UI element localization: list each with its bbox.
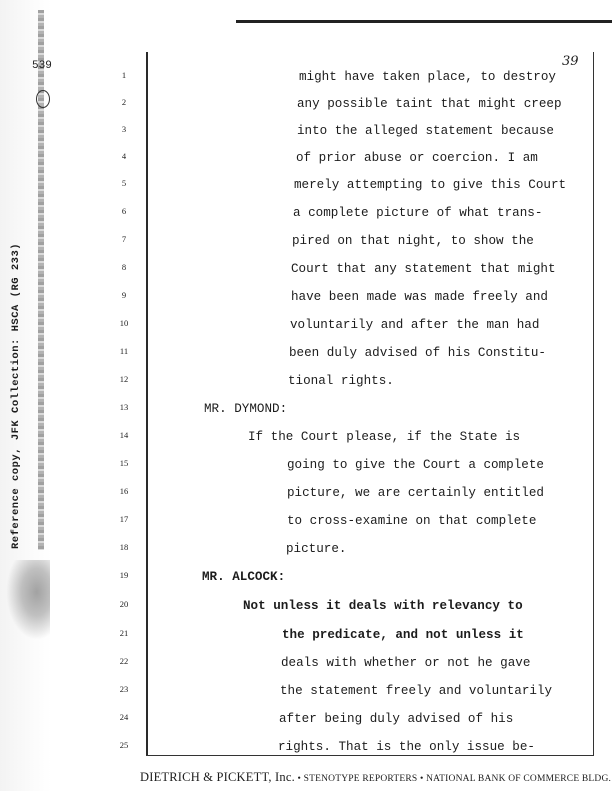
line-number: 8 xyxy=(121,262,127,272)
line-number: 11 xyxy=(119,346,129,356)
transcript-line: tional rights. xyxy=(288,374,394,388)
transcript-line: of prior abuse or coercion. I am xyxy=(296,151,538,165)
line-number: 19 xyxy=(119,570,129,580)
line-number: 6 xyxy=(121,206,127,216)
transcript-line: If the Court please, if the State is xyxy=(248,430,521,444)
line-number: 20 xyxy=(119,599,129,609)
footer-separator: • xyxy=(419,774,424,784)
speaker-label: MR. ALCOCK: xyxy=(202,570,286,584)
circle-mark xyxy=(36,90,50,108)
top-rule xyxy=(236,20,612,23)
line-number: 21 xyxy=(119,628,129,638)
line-number: 3 xyxy=(121,124,127,134)
transcript-line: a complete picture of what trans- xyxy=(293,206,543,220)
footer-building: NATIONAL BANK OF COMMERCE BLDG. xyxy=(426,774,612,784)
scan-edge xyxy=(0,0,52,791)
page-number: 39 xyxy=(562,54,579,69)
side-reference: Reference copy, JFK Collection: HSCA (RG 233) xyxy=(10,242,22,549)
line-number: 23 xyxy=(119,684,129,694)
transcript-line: into the alleged statement because xyxy=(297,124,554,138)
transcript-line: have been made was made freely and xyxy=(291,290,548,304)
transcript-line: picture. xyxy=(286,542,347,556)
transcript-line: pired on that night, to show the xyxy=(292,234,534,248)
footer-firm: DIETRICH & PICKETT, Inc. xyxy=(140,770,295,784)
reporter-footer xyxy=(140,770,611,785)
line-number: 2 xyxy=(121,97,127,107)
speaker-label: MR. DYMOND: xyxy=(204,402,288,416)
transcript-line: deals with whether or not he gave xyxy=(281,656,531,670)
margin-rule-bottom xyxy=(146,755,594,756)
line-number: 1 xyxy=(121,70,127,80)
transcript-line: the statement freely and voluntarily xyxy=(280,684,553,698)
line-number: 7 xyxy=(121,234,127,244)
transcript-line: rights. That is the only issue be- xyxy=(278,740,535,754)
transcript-line: any possible taint that might creep xyxy=(297,97,562,111)
line-number: 16 xyxy=(119,486,129,496)
margin-rule-left xyxy=(146,52,148,756)
scan-blot xyxy=(6,560,50,640)
transcript-line: the predicate, and not unless it xyxy=(282,628,524,642)
line-number: 14 xyxy=(119,430,129,440)
transcript-line: voluntarily and after the man had xyxy=(290,318,540,332)
footer-service: STENOTYPE REPORTERS xyxy=(303,774,418,784)
line-number: 5 xyxy=(121,178,127,188)
line-number: 17 xyxy=(119,514,129,524)
line-number: 12 xyxy=(119,374,129,384)
transcript-line: after being duly advised of his xyxy=(279,712,514,726)
transcript-line: picture, we are certainly entitled xyxy=(287,486,544,500)
transcript-line: to cross-examine on that complete xyxy=(287,514,537,528)
line-number: 4 xyxy=(121,151,127,161)
line-number: 24 xyxy=(119,712,129,722)
transcript-line: might have taken place, to destroy xyxy=(299,70,556,84)
line-number: 22 xyxy=(119,656,129,666)
line-number: 13 xyxy=(119,402,129,412)
page-mark: 539 xyxy=(32,60,52,72)
transcript-line: been duly advised of his Constitu- xyxy=(289,346,546,360)
margin-rule-right xyxy=(593,52,594,756)
line-number: 18 xyxy=(119,542,129,552)
line-number: 9 xyxy=(121,290,127,300)
transcript-line: merely attempting to give this Court xyxy=(294,178,567,192)
transcript-line: Court that any statement that might xyxy=(291,262,556,276)
transcript-line: Not unless it deals with relevancy to xyxy=(243,599,523,613)
line-number: 25 xyxy=(119,740,129,750)
transcript-line: going to give the Court a complete xyxy=(287,458,544,472)
line-number: 10 xyxy=(119,318,129,328)
footer-separator: • xyxy=(297,774,302,784)
line-number: 15 xyxy=(119,458,129,468)
